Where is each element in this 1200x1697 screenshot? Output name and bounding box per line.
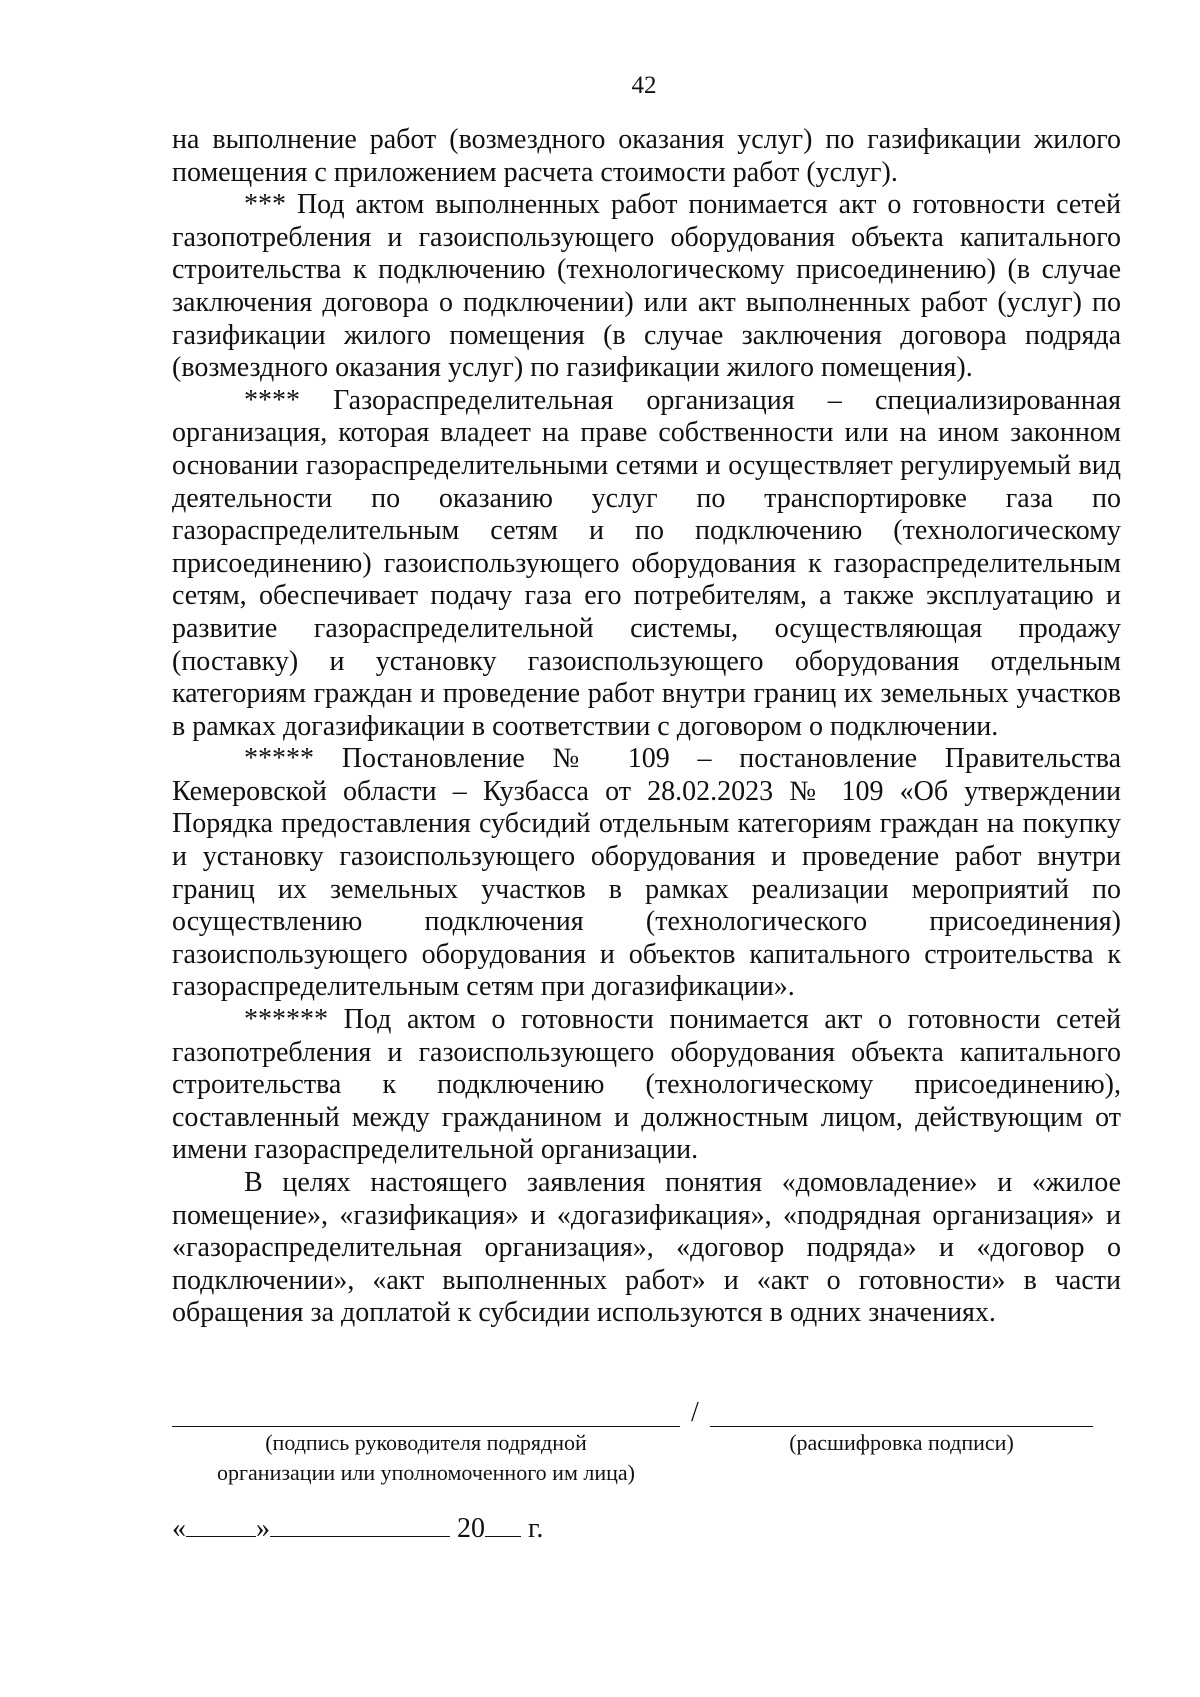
signature-separator: / xyxy=(691,1397,699,1428)
paragraph-definitions: В целях настоящего заявления понятия «домовладение» и «жилое помещение», «газификация» и «догазификация», «подрядная организация» и «газораспределительная организация», «договор подряда» и «договор о подключении», «акт выполненных работ» и «акт о готовности» в части обращения за доплатой к субсидии используются в одних значениях. xyxy=(172,1167,1121,1329)
footnote-resolution-109: ***** Постановление № 109 – постановление Правительства Кемеровской области – Кузбасса от 28.02.2023 № 109 «Об утверждении Порядка предоставления субсидий отдельным категориям граждан на покупку и установку газоиспользующего оборудования и проведение работ внутри границ их земельных участков в рамках реализации мероприятий по осуществлению подключения (технологического присоединения) газоиспользующего оборудования и объектов капитального строительства к газораспределительным сетям при догазификации». xyxy=(172,743,1121,1003)
date-month-blank[interactable] xyxy=(270,1510,450,1537)
signature-caption-line-1: (подпись руководителя подрядной xyxy=(265,1430,587,1455)
footnote-act-of-readiness: ****** Под актом о готовности понимается акт о готовности сетей газопотребления и газоиспользующего оборудования объекта капитального строительства к подключению (технологическому присоединению), составленный между гражданином и должностным лицом, действующим от имени газораспределительной организации. xyxy=(172,1004,1121,1166)
date-line xyxy=(172,1510,543,1546)
signature-row xyxy=(172,1398,1121,1428)
signature-transcript-line[interactable] xyxy=(710,1426,1093,1427)
footnote-act-of-work: *** Под актом выполненных работ понимается акт о готовности сетей газопотребления и газоиспользующего оборудования объекта капитального строительства к подключению (технологическому присоединению) (в случае заключения договора о подключении) или акт выполненных работ (услуг) по газификации жилого помещения (в случае заключения договора подряда (возмездного оказания услуг) по газификации жилого помещения). xyxy=(172,189,1121,384)
date-century: 20 xyxy=(457,1513,485,1544)
date-day-blank[interactable] xyxy=(186,1510,256,1537)
signature-caption xyxy=(172,1428,680,1488)
date-year-suffix: г. xyxy=(528,1513,544,1544)
signature-line[interactable] xyxy=(172,1426,680,1427)
date-close-quote: » xyxy=(256,1513,270,1544)
paragraph-continuation: на выполнение работ (возмездного оказания услуг) по газификации жилого помещения с приложением расчета стоимости работ (услуг). xyxy=(172,124,1121,188)
footnote-gas-distribution-org: **** Газораспределительная организация – специализированная организация, которая владеет на праве собственности или на ином законном основании газораспределительными сетями и осуществляет регулируемый вид деятельности по оказанию услуг по транспортировке газа по газораспределительным сетям и по подключению (технологическому присоединению) газоиспользующего оборудования к газораспределительным сетям, обеспечивает подачу газа его потребителям, а также эксплуатацию и развитие газораспределительной системы, осуществляющая продажу (поставку) и установку газоиспользующего оборудования отдельным категориям граждан и проведение работ внутри границ их земельных участков в рамках догазификации в соответствии с договором о подключении. xyxy=(172,384,1121,742)
signature-transcript-caption: (расшифровка подписи) xyxy=(789,1430,1014,1455)
date-year-blank[interactable] xyxy=(485,1510,521,1537)
document-body xyxy=(172,124,1121,1330)
signature-caption-line-2: организации или уполномоченного им лица) xyxy=(217,1460,635,1485)
date-open-quote: « xyxy=(172,1513,186,1544)
page-number: 42 xyxy=(631,72,657,99)
